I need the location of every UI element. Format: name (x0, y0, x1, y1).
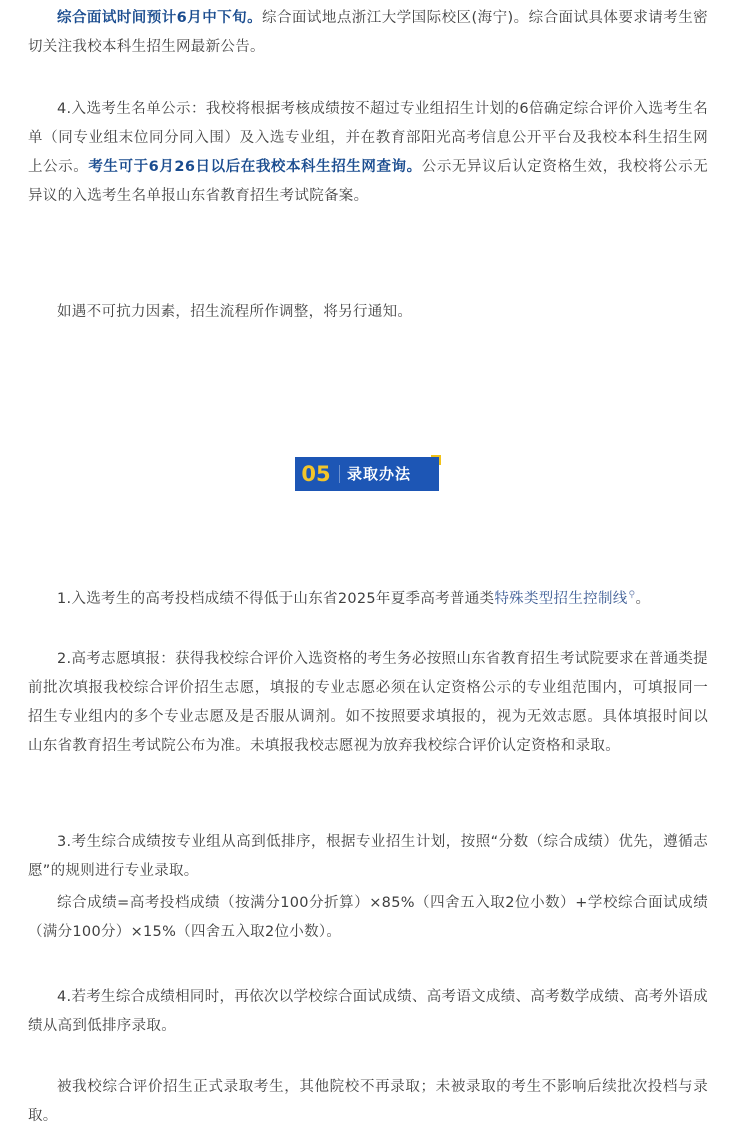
search-icon[interactable]: ⚲ (628, 590, 636, 600)
rule-3-text: 3.考生综合成绩按专业组从高到低排序，根据专业招生计划，按照“分数（综合成绩）优先，遵循志愿”的规则进行专业录取。 (28, 834, 708, 879)
force-majeure-paragraph (28, 298, 708, 327)
shortlist-text-b: 公示无异议后认定资格生效，我校将公示无异议的入选考生名单报山东省教育招生考试院备案。 (28, 159, 709, 204)
control-line-link[interactable]: 特殊类型招生控制线 (494, 590, 628, 607)
rule-1-text-a: 1.入选考生的高考投档成绩不得低于山东省2025年夏季高考普通类 (57, 590, 495, 607)
rule-3-paragraph (28, 828, 708, 886)
rule-4-text: 4.若考生综合成绩相同时，再依次以学校综合面试成绩、高考语文成绩、高考数学成绩、高考外语成绩从高到低排序录取。 (28, 989, 708, 1034)
interview-time-emphasis: 综合面试时间预计6月中下旬。 (57, 10, 263, 26)
shortlist-paragraph (28, 95, 708, 211)
closing-paragraph (28, 1073, 708, 1131)
heading-divider (339, 465, 340, 483)
interview-paragraph (28, 4, 708, 62)
rule-2-paragraph (28, 645, 708, 761)
rule-2-text: 2.高考志愿填报：获得我校综合评价入选资格的考生务必按照山东省教育招生考试院要求在普通类提前批次填报我校综合评价招生志愿，填报的专业志愿必须在认定资格公示的专业组范围内，可填报同一招生专业组内的多个专业志愿及是否服从调剂。如不按照要求填报的，视为无效志愿。具体填报时间以山东省教育招生考试院公布为准。未填报我校志愿视为放弃我校综合评价认定资格和录取。 (28, 651, 708, 754)
shortlist-query-emphasis: 考生可于6月26日以后在我校本科生招生网查询。 (88, 159, 422, 175)
rule-1-paragraph (28, 581, 708, 614)
force-majeure-text: 如遇不可抗力因素，招生流程所作调整，将另行通知。 (57, 304, 413, 320)
rule-3-formula (28, 889, 708, 947)
rule-1-text-b: 。 (635, 590, 651, 607)
section-number: 05 (301, 462, 331, 486)
shortlist-text-a: 4.入选考生名单公示：我校将根据考核成绩按不超过专业组招生计划的6倍确定综合评价入选考生名单（同专业组末位同分同入围）及入选专业组，并在教育部阳光高考信息公开平台及我校本科生招生网上公示。 (28, 101, 708, 175)
interview-location-text: 综合面试地点浙江大学国际校区(海宁)。综合面试具体要求请考生密切关注我校本科生招生网最新公告。 (28, 10, 708, 55)
section-title: 录取办法 (347, 465, 412, 483)
rule-4-paragraph (28, 983, 708, 1041)
section-heading (295, 455, 445, 493)
closing-text: 被我校综合评价招生正式录取考生，其他院校不再录取；未被录取的考生不影响后续批次投档与录取。 (28, 1079, 708, 1124)
formula-text: 综合成绩=高考投档成绩（按满分100分折算）×85%（四舍五入取2位小数）+学校综合面试成绩（满分100分）×15%（四舍五入取2位小数）。 (28, 895, 708, 940)
